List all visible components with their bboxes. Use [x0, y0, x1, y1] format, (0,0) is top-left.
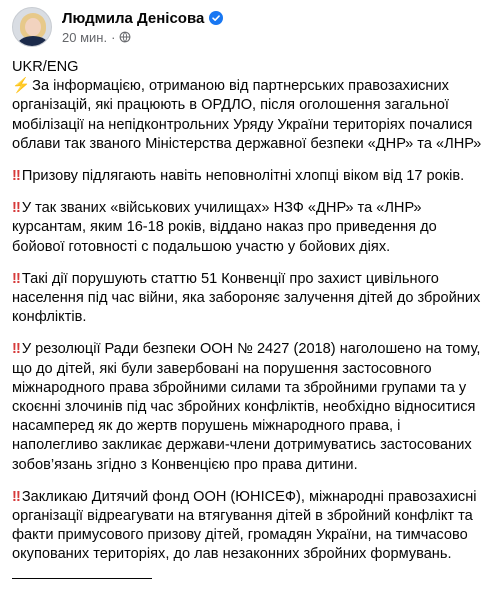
post-subline [62, 28, 223, 46]
high-voltage-emoji: ⚡ [12, 78, 31, 95]
double-exclamation-emoji: ‼ [12, 341, 19, 358]
double-exclamation-emoji: ‼ [12, 168, 19, 185]
double-exclamation-emoji: ‼ [12, 488, 19, 505]
paragraph-text: За інформацією, отриманою від партнерських правозахисних організацій, які працюють в ОРДЛО, після оголошення загальної мобілізації на непідконтрольних Уряду України територіях почалися облави так званого Міністерства державної безпеки «ДНР» та «ЛНР» [12, 78, 482, 152]
avatar-face [25, 18, 41, 36]
paragraph-text: Такі дії порушують статтю 51 Конвенції про захист цивільного населення під час війни, яка забороняє залучення дітей до збройних конфліктів. [12, 270, 481, 326]
globe-icon[interactable] [119, 31, 131, 43]
post-timestamp[interactable]: 20 мин. [62, 29, 108, 45]
author-name[interactable]: Людмила Денісова [62, 9, 205, 27]
paragraph-text: У резолюції Ради безпеки ООН № 2427 (2018) наголошено на тому, що до дітей, які були завербовані на порушення застосовного міжнародного права збройними силами та збройними групами та у скоєнні злочинів під час збройних конфліктів, необхідно відноситися насамперед як до жертв порушень міжнародного права, і наполегливо закликає держави-члени дотримуватись застосованих зобов’язань згідно з Конвенцією про права дитини. [12, 341, 481, 473]
avatar-body [17, 36, 49, 47]
paragraph-cadets [12, 199, 482, 257]
author-row [62, 8, 223, 28]
avatar[interactable] [12, 7, 52, 47]
post-body [12, 58, 482, 579]
post-meta [62, 8, 223, 46]
paragraph-text: Закликаю Дитячий фонд ООН (ЮНІСЕФ), міжнародні правозахисні організації відреагувати на втягування дітей в збройний конфлікт та факти примусового призову дітей, громадян України, на тимчасово окупованих територіях, до лав незаконних збройних формувань. [12, 488, 477, 563]
paragraph-text: У так званих «військових училищах» НЗФ «ДНР» та «ЛНР» курсантам, яким 16-18 років, віддано наказ про приведення до бойової готовності с подальшою участю у бойових діях. [12, 200, 437, 255]
verified-badge-icon [209, 11, 223, 25]
double-exclamation-emoji: ‼ [12, 270, 19, 287]
paragraph-convention [12, 270, 482, 328]
paragraph-unicef [12, 488, 482, 565]
double-exclamation-emoji: ‼ [12, 200, 19, 217]
lang-tag: UKR/ENG [12, 59, 79, 75]
paragraph-text: Призову підлягають навіть неповнолітні хлопці віком від 17 років. [21, 168, 465, 185]
paragraph-conscription [12, 167, 482, 186]
paragraph-intro [12, 77, 482, 154]
paragraph-un-resolution [12, 340, 482, 474]
divider-line [12, 578, 152, 579]
post-header [12, 4, 223, 50]
meta-separator: · [111, 29, 116, 45]
